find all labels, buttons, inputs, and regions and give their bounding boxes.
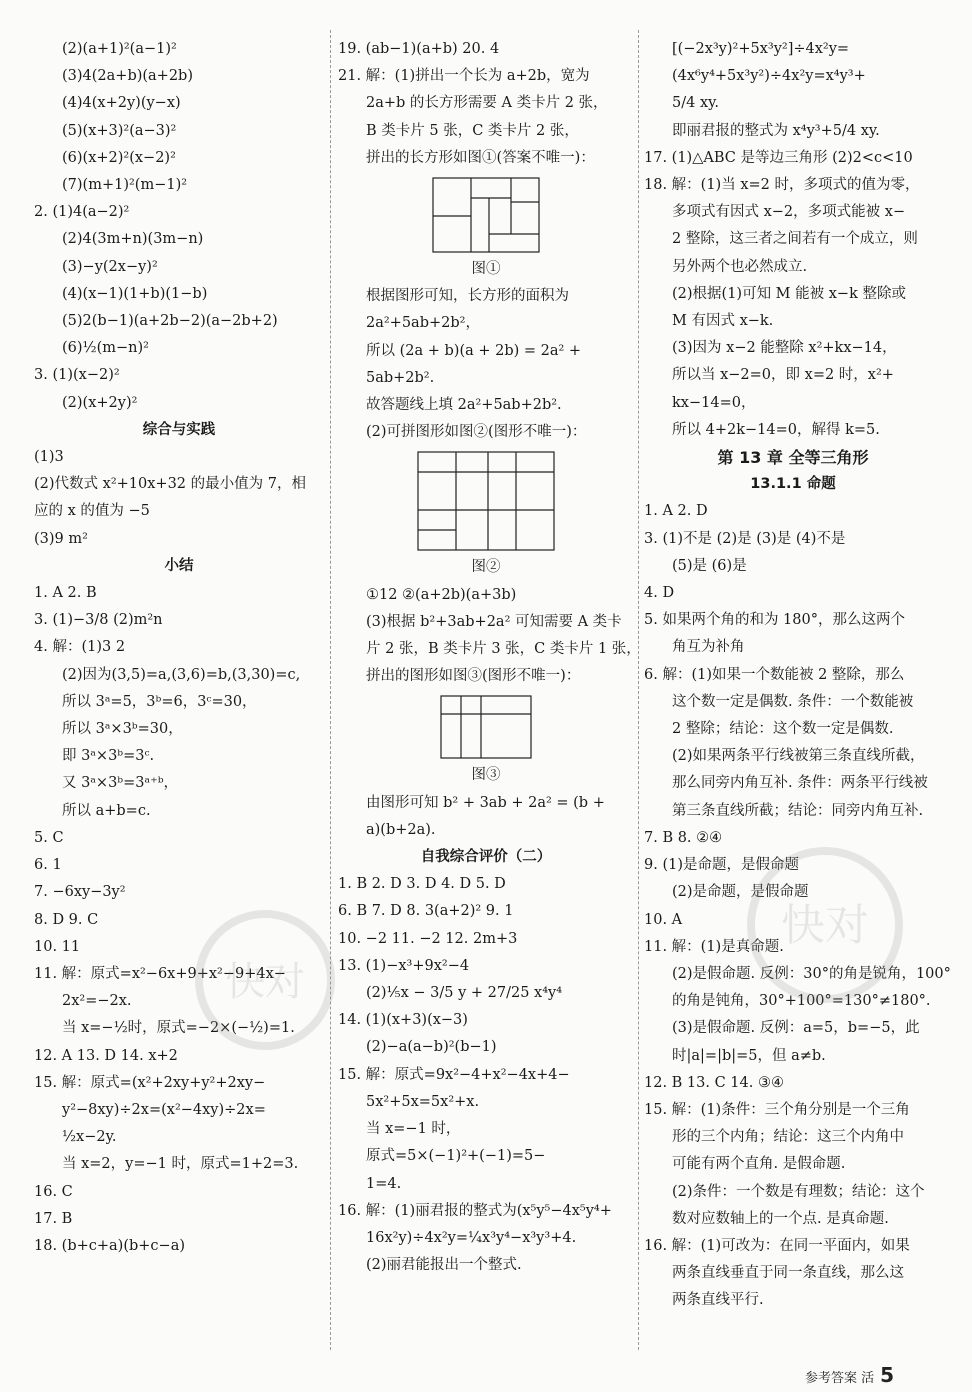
answer-line: 时|a|=|b|=5，但 a≠b. bbox=[672, 1047, 826, 1064]
answer-line: y²−8xy)÷2x=(x²−4xy)÷2x= bbox=[62, 1101, 266, 1118]
answer-line: 两条直线垂直于同一条直线，那么这 bbox=[672, 1265, 904, 1282]
answer-line: 15. 解：原式=(x²+2xy+y²+2xy− bbox=[34, 1074, 266, 1091]
section-heading: 小结 bbox=[164, 557, 194, 574]
watermark-text: 快对 bbox=[781, 900, 869, 951]
answer-line: 17. B bbox=[34, 1210, 73, 1227]
answer-line: 1. A 2. D bbox=[644, 503, 708, 520]
footer-tag: 活 bbox=[861, 1371, 875, 1386]
answer-line: 角互为补角 bbox=[672, 639, 745, 656]
answer-line: (5)(x+3)²(a−3)² bbox=[62, 122, 177, 139]
page-footer bbox=[805, 1363, 894, 1387]
watermark-text: 快对 bbox=[225, 959, 305, 1005]
answer-line: 10. 11 bbox=[34, 938, 81, 955]
answer-line: 4. 解：(1)3 2 bbox=[34, 639, 126, 656]
answer-line: [(−2x³y)²+5x³y²]÷4x²y= bbox=[672, 41, 850, 57]
figure-3-rectangle bbox=[439, 694, 533, 760]
answer-line: 由图形可知 b² + 3ab + 2a² = (b + bbox=[366, 794, 605, 811]
section-heading: 自我综合评价（二） bbox=[420, 849, 552, 866]
answer-line: 19. (ab−1)(a+b) 20. 4 bbox=[338, 41, 500, 57]
answer-line: 两条直线平行. bbox=[672, 1292, 764, 1309]
answer-line: 7. B 8. ②④ bbox=[644, 829, 723, 846]
answer-line: 3. (1)不是 (2)是 (3)是 (4)不是 bbox=[644, 530, 846, 547]
answer-line: 应的 x 的值为 −5 bbox=[34, 503, 150, 520]
answer-line: (6)½(m−n)² bbox=[62, 340, 149, 357]
answer-line: (4)(x−1)(1+b)(1−b) bbox=[62, 285, 208, 302]
answer-line: (2)−a(a−b)²(b−1) bbox=[366, 1039, 497, 1056]
answer-line: (4)4(x+2y)(y−x) bbox=[62, 95, 181, 112]
answer-line: 2a+b 的长方形需要 A 类卡片 2 张， bbox=[366, 95, 608, 112]
answer-line: (1)3 bbox=[34, 449, 64, 466]
footer-label: 参考答案 bbox=[805, 1371, 858, 1386]
answer-line: 9. (1)是命题，是假命题 bbox=[644, 857, 799, 874]
answer-line: 1. A 2. B bbox=[34, 585, 97, 602]
answer-line: 这个数一定是偶数. 条件：一个数能被 bbox=[672, 693, 914, 710]
answer-line: (2)是假命题. 反例：30°的角是锐角，100° bbox=[672, 965, 951, 982]
answer-line: 原式=5×(−1)²+(−1)=5− bbox=[366, 1148, 546, 1165]
answer-line: 2a²+5ab+2b²， bbox=[366, 315, 480, 332]
answer-column-2 bbox=[338, 36, 641, 1279]
figure-3-label: 图③ bbox=[471, 767, 501, 784]
answer-line: 形的三个内角；结论：这三个内角中 bbox=[672, 1129, 904, 1146]
answer-line: 2 整除；结论：这个数一定是偶数. bbox=[672, 721, 894, 738]
answer-line: (2)条件：一个数是有理数；结论：这个 bbox=[672, 1183, 925, 1200]
answer-line: 16. C bbox=[34, 1183, 73, 1200]
answer-line: 当 x=−½时，原式=−2×(−½)=1. bbox=[62, 1020, 295, 1037]
section-heading: 综合与实践 bbox=[142, 421, 216, 438]
answer-line: 即丽君报的整式为 x⁴y³+5/4 xy. bbox=[672, 122, 880, 139]
answer-line: 拼出的图形如图③(图形不唯一)： bbox=[366, 668, 581, 685]
answer-line: 3. (1)−3/8 (2)m²n bbox=[34, 612, 163, 629]
answer-line: (2)4(3m+n)(3m−n) bbox=[62, 231, 204, 248]
answer-line: kx−14=0， bbox=[672, 394, 756, 411]
answer-line: 16. 解：(1)可改为：在同一平面内，如果 bbox=[644, 1237, 910, 1254]
answer-line: 2 整除，这三者之间若有一个成立，则 bbox=[672, 231, 918, 248]
answer-line: (2)⅕x − 3/5 y + 27/25 x⁴y⁴ bbox=[366, 985, 563, 1002]
figure-1-rectangle bbox=[431, 176, 541, 254]
figure-1-label: 图① bbox=[471, 261, 501, 278]
answer-line: B 类卡片 5 张，C 类卡片 2 张， bbox=[366, 122, 579, 139]
answer-line: 另外两个也必然成立. bbox=[672, 258, 808, 275]
answer-line: (2)丽君能报出一个整式. bbox=[366, 1257, 522, 1274]
answer-line: 16x²y)÷4x²y=¼x³y⁴−x³y³+4. bbox=[366, 1229, 577, 1246]
answer-line: 当 x=−1 时， bbox=[366, 1121, 461, 1138]
answer-line: 所以 a+b=c. bbox=[62, 802, 151, 819]
answer-line: 15. 解：(1)条件：三个角分别是一个三角 bbox=[644, 1101, 910, 1118]
answer-line: (2)(x+2y)² bbox=[62, 394, 138, 411]
answer-line: (2)(a+1)²(a−1)² bbox=[62, 41, 177, 57]
answer-line: 6. B 7. D 8. 3(a+2)² 9. 1 bbox=[338, 903, 514, 920]
answer-line: 可能有两个直角. 是假命题. bbox=[672, 1156, 846, 1173]
answer-line: (3)因为 x−2 能整除 x²+kx−14， bbox=[672, 340, 897, 357]
answer-line: 21. 解：(1)拼出一个长为 a+2b，宽为 bbox=[338, 68, 590, 85]
answer-line: ①12 ②(a+2b)(a+3b) bbox=[366, 586, 517, 603]
answer-line: 12. B 13. C 14. ③④ bbox=[644, 1074, 784, 1091]
answer-line: 14. (1)(x+3)(x−3) bbox=[338, 1012, 468, 1029]
answer-line: 2. (1)4(a−2)² bbox=[34, 204, 130, 221]
answer-line: 17. (1)△ABC 是等边三角形 (2)2<c<10 bbox=[644, 149, 913, 166]
answer-line: 故答题线上填 2a²+5ab+2b². bbox=[366, 397, 562, 414]
answer-line: 数对应数轴上的一个点. 是真命题. bbox=[672, 1210, 889, 1227]
answer-line: 的角是钝角，30°+100°=130°≠180°. bbox=[672, 993, 931, 1010]
answer-line: 所以 4+2k−14=0，解得 k=5. bbox=[672, 421, 880, 438]
answer-column-1 bbox=[34, 36, 324, 1260]
answer-line: 10. A bbox=[644, 911, 683, 928]
answer-line: 又 3ᵃ×3ᵇ=3ᵃ⁺ᵇ， bbox=[62, 775, 179, 792]
answer-line: 10. −2 11. −2 12. 2m+3 bbox=[338, 930, 518, 947]
answer-line: (3)根据 b²+3ab+2a² 可知需要 A 类卡 bbox=[366, 613, 622, 630]
answer-line: 13. (1)−x³+9x²−4 bbox=[338, 957, 470, 974]
answer-line: 2x²=−2x. bbox=[62, 993, 132, 1010]
answer-line: (2)因为(3,5)=a,(3,6)=b,(3,30)=c, bbox=[62, 666, 301, 683]
answer-line: 拼出的长方形如图①(答案不唯一)： bbox=[366, 149, 595, 166]
answer-line: (4x⁶y⁴+5x³y²)÷4x²y=x⁴y³+ bbox=[672, 68, 866, 85]
answer-line: 12. A 13. D 14. x+2 bbox=[34, 1047, 178, 1064]
answer-line: 4. D bbox=[644, 585, 675, 602]
answer-line: 5/4 xy. bbox=[672, 95, 719, 112]
answer-line: 根据图形可知，长方形的面积为 bbox=[366, 288, 569, 305]
answer-line: 5ab+2b². bbox=[366, 369, 435, 386]
answer-line: (5)2(b−1)(a+2b−2)(a−2b+2) bbox=[62, 313, 278, 330]
answer-line: 6. 1 bbox=[34, 857, 62, 874]
answer-line: 当 x=2，y=−1 时，原式=1+2=3. bbox=[62, 1156, 299, 1173]
answer-line: (5)是 (6)是 bbox=[672, 557, 747, 574]
answer-line: (3)−y(2x−y)² bbox=[62, 258, 158, 275]
section-heading: 13.1.1 命题 bbox=[750, 476, 836, 493]
answer-line: (7)(m+1)²(m−1)² bbox=[62, 177, 188, 194]
answer-line: 5. C bbox=[34, 829, 64, 846]
answer-line: 多项式有因式 x−2，多项式能被 x− bbox=[672, 204, 906, 221]
answer-line: 那么同旁内角互补. 条件：两条平行线被 bbox=[672, 775, 928, 792]
answer-line: 18. 解：(1)当 x=2 时，多项式的值为零， bbox=[644, 177, 920, 194]
answer-line: (6)(x+2)²(x−2)² bbox=[62, 149, 176, 166]
answer-line: 第三条直线所截；结论：同旁内角互补. bbox=[672, 802, 924, 819]
answer-line: 3. (1)(x−2)² bbox=[34, 367, 120, 384]
answer-line: 5x²+5x=5x²+x. bbox=[366, 1093, 480, 1110]
answer-line: 片 2 张，B 类卡片 3 张，C 类卡片 1 张， bbox=[366, 641, 641, 658]
answer-line: 8. D 9. C bbox=[34, 911, 99, 928]
answer-line: 6. 解：(1)如果一个数能被 2 整除，那么 bbox=[644, 666, 905, 683]
answer-line: 5. 如果两个角的和为 180°，那么这两个 bbox=[644, 612, 905, 629]
answer-column-3 bbox=[644, 36, 951, 1315]
answer-line: 即 3ᵃ×3ᵇ=3ᶜ. bbox=[62, 748, 155, 765]
page-number: 5 bbox=[880, 1363, 895, 1387]
answer-line: ½x−2y. bbox=[62, 1129, 117, 1146]
answer-line: 16. 解：(1)丽君报的整式为(x⁵y⁵−4x⁵y⁴+ bbox=[338, 1202, 612, 1219]
answer-line: (2)是命题，是假命题 bbox=[672, 884, 809, 901]
answer-line: (3)4(2a+b)(a+2b) bbox=[62, 68, 193, 85]
answer-line: 18. (b+c+a)(b+c−a) bbox=[34, 1237, 185, 1254]
answer-line: 所以 3ᵃ=5，3ᵇ=6，3ᶜ=30， bbox=[62, 693, 257, 710]
answer-line: 7. −6xy−3y² bbox=[34, 884, 126, 901]
answer-line: 1. B 2. D 3. D 4. D 5. D bbox=[338, 876, 506, 893]
answer-line: (2)如果两条平行线被第三条直线所截， bbox=[672, 748, 925, 765]
answer-line: 所以 3ᵃ×3ᵇ=30， bbox=[62, 721, 183, 738]
answer-line: 11. 解：原式=x²−6x+9+x²−9+4x− bbox=[34, 965, 286, 982]
answer-line: 所以 (2a + b)(a + 2b) = 2a² + bbox=[366, 342, 582, 359]
section-heading: 第 13 章 全等三角形 bbox=[717, 448, 869, 468]
answer-line: M 有因式 x−k. bbox=[672, 313, 774, 330]
answer-line: 1=4. bbox=[366, 1175, 402, 1192]
answer-line: 所以当 x−2=0，即 x=2 时，x²+ bbox=[672, 367, 894, 384]
answer-line: (2)根据(1)可知 M 能被 x−k 整除或 bbox=[672, 285, 906, 302]
answer-line: (2)代数式 x²+10x+32 的最小值为 7，相 bbox=[34, 476, 306, 493]
answer-line: (2)可拼图形如图②(图形不唯一)： bbox=[366, 424, 587, 441]
answer-line: 15. 解：原式=9x²−4+x²−4x+4− bbox=[338, 1066, 570, 1083]
figure-2-rectangle bbox=[416, 450, 556, 552]
answer-line: 11. 解：(1)是真命题. bbox=[644, 938, 784, 955]
figure-2-label: 图② bbox=[471, 559, 501, 576]
answer-line: (3)是假命题. 反例：a=5，b=−5，此 bbox=[672, 1020, 920, 1037]
column-divider bbox=[638, 30, 639, 1350]
answer-line: a)(b+2a). bbox=[366, 821, 436, 838]
answer-line: (3)9 m² bbox=[34, 530, 88, 547]
column-divider bbox=[330, 30, 331, 1350]
